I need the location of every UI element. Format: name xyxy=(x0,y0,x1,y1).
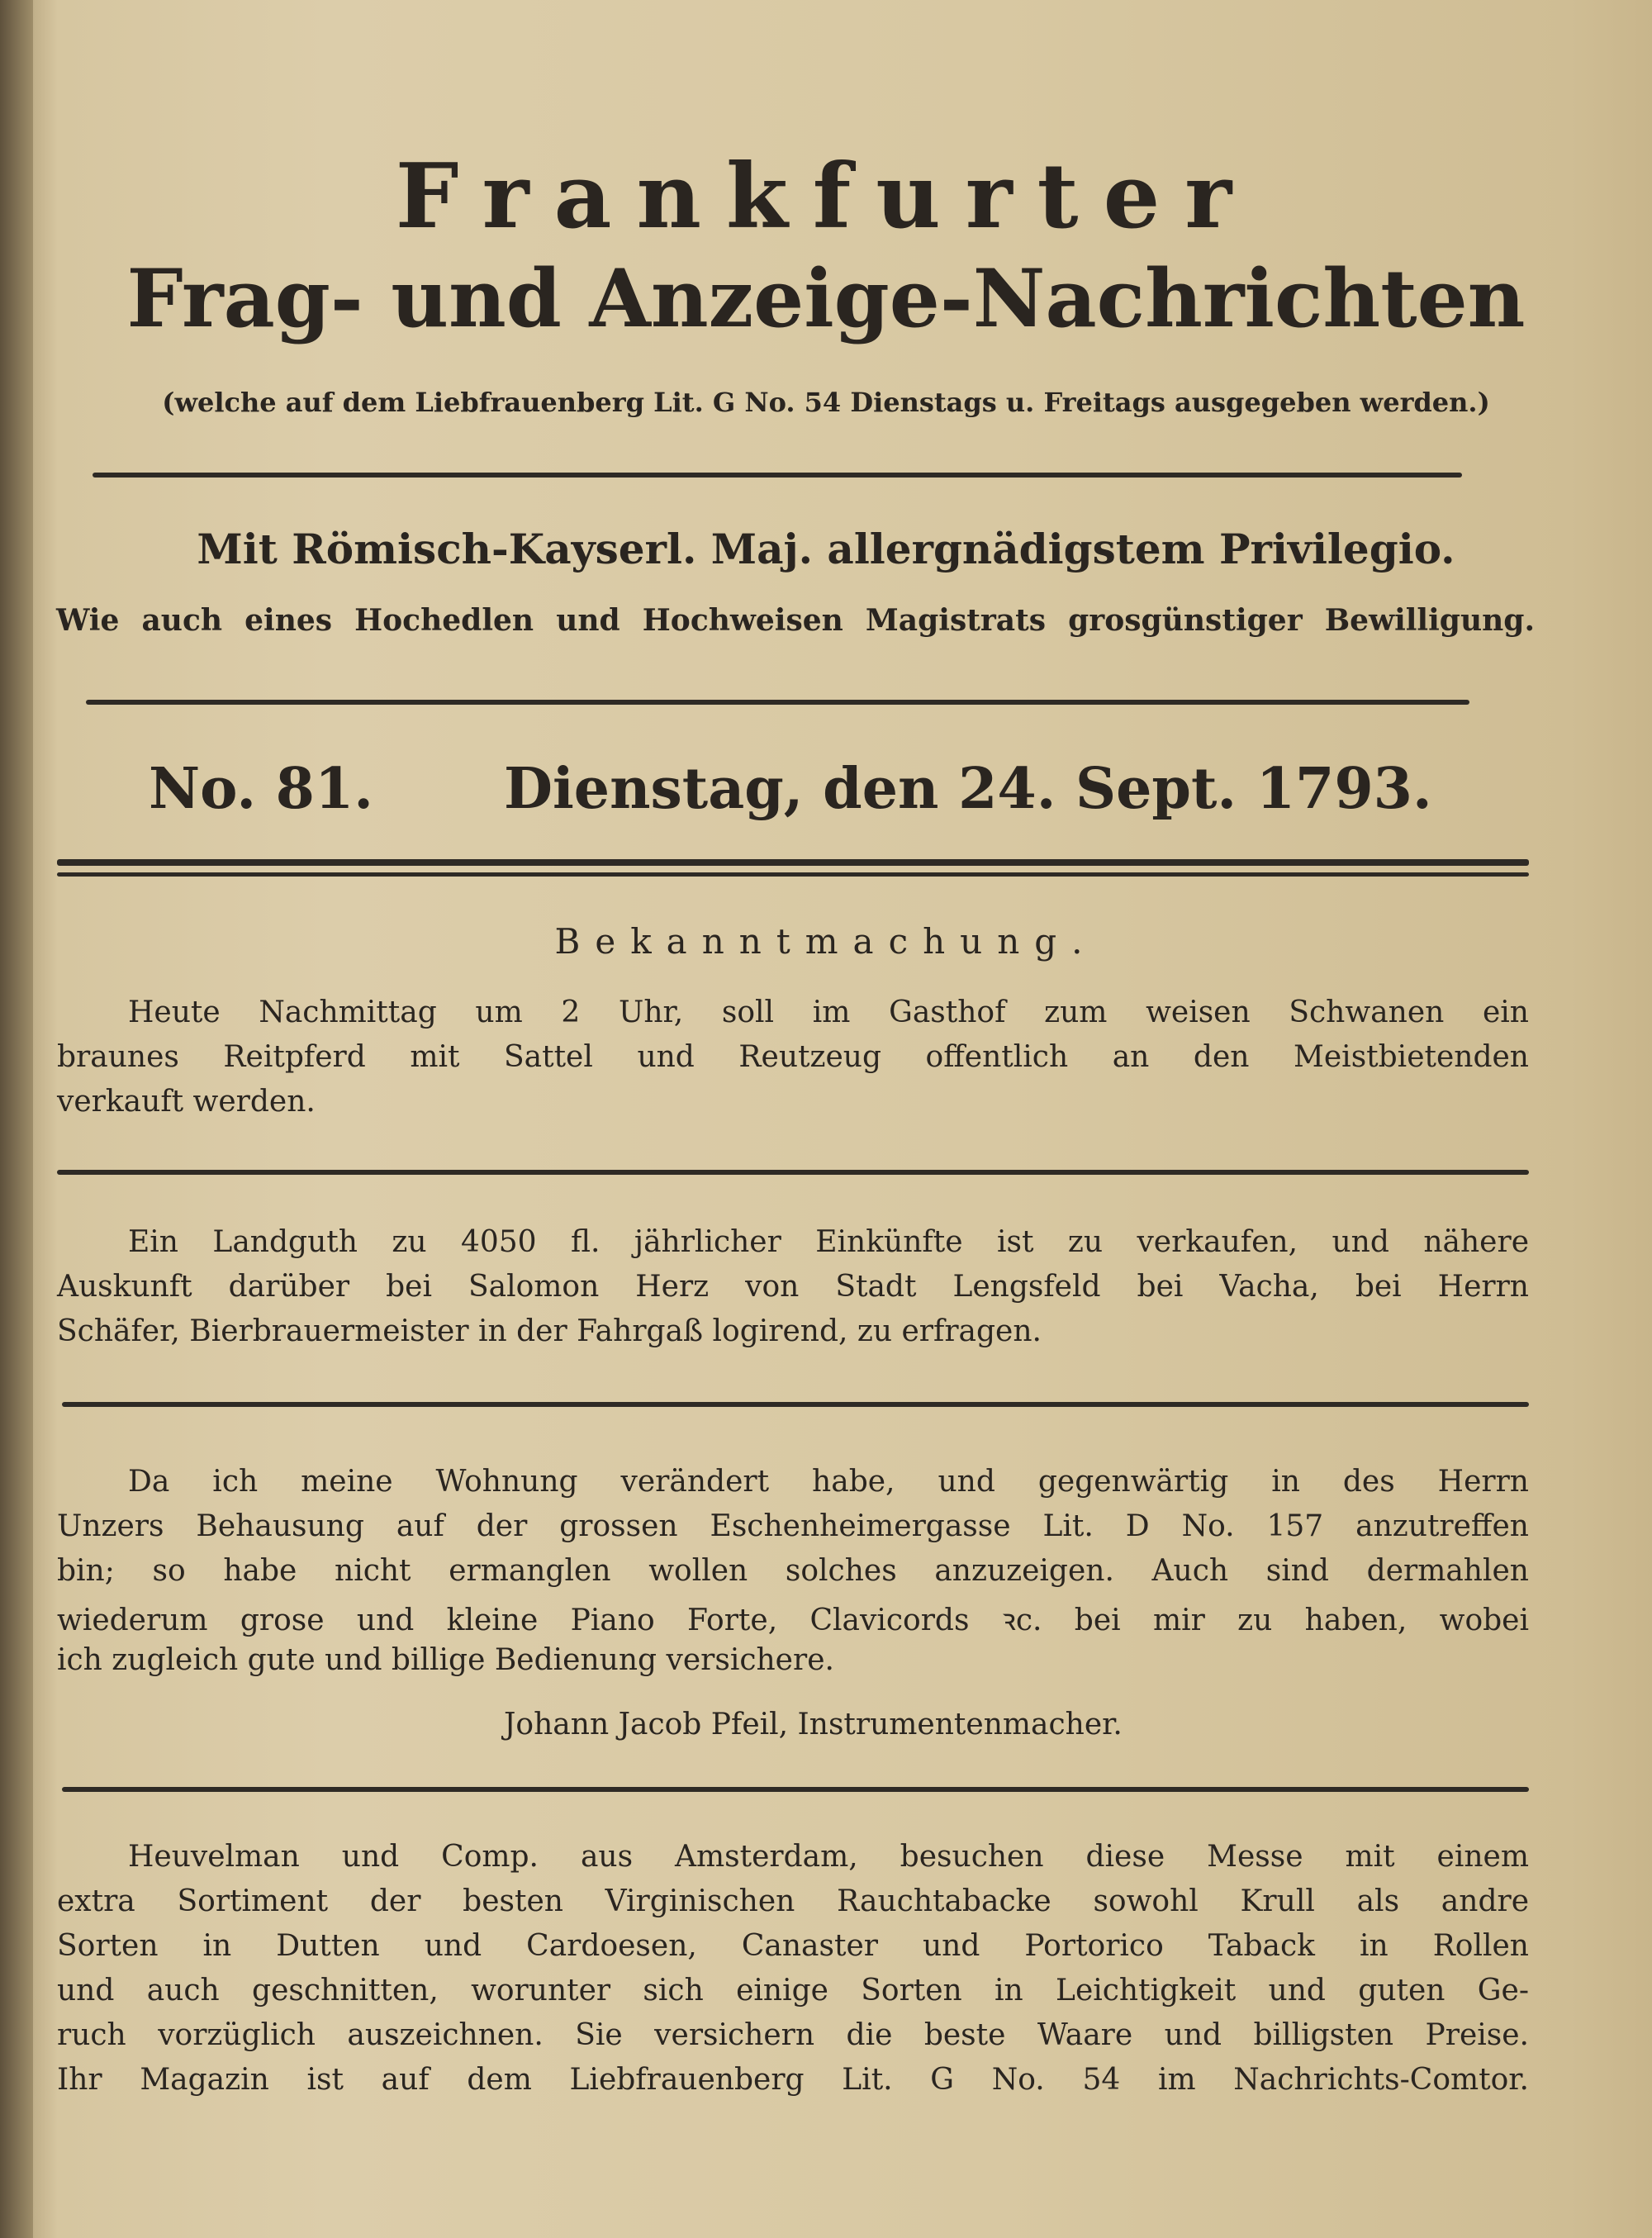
notice-line: Da ich meine Wohnung verändert habe, und gegenwärtig in des Herrn xyxy=(128,1465,1529,1499)
issue-number: No. 81. xyxy=(149,756,373,822)
double-rule-bottom xyxy=(57,872,1529,877)
divider xyxy=(62,1787,1529,1792)
divider xyxy=(57,1170,1529,1175)
signature: Johann Jacob Pfeil, Instrumentenmacher. xyxy=(504,1708,1123,1741)
notice-line: Ein Landguth zu 4050 fl. jährlicher Einkünfte ist zu verkaufen, und nähere xyxy=(128,1225,1529,1259)
double-rule-top xyxy=(57,859,1529,866)
masthead-title-line1: Frankfurter xyxy=(395,145,1257,249)
notice-line: ich zugleich gute und billige Bedienung versichere. xyxy=(57,1643,834,1677)
notice-line: Heute Nachmittag um 2 Uhr, soll im Gasthof zum weisen Schwanen ein xyxy=(128,995,1529,1029)
notice-line: Ihr Magazin ist auf dem Liebfrauenberg Lit. G No. 54 im Nachrichts-Comtor. xyxy=(57,2063,1529,2097)
notice-line: ruch vorzüglich auszeichnen. Sie versichern die beste Waare und billigsten Preise. xyxy=(57,2018,1529,2052)
notice-line: Heuvelman und Comp. aus Amsterdam, besuchen diese Messe mit einem xyxy=(128,1840,1529,1874)
notice-line: Sorten in Dutten und Cardoesen, Canaster und Portorico Taback in Rollen xyxy=(57,1929,1529,1963)
notice-line: bin; so habe nicht ermanglen wollen solches anzuzeigen. Auch sind dermahlen xyxy=(57,1554,1529,1588)
masthead-title-line2: Frag- und Anzeige-Nachrichten xyxy=(126,252,1526,345)
issue-date: Dienstag, den 24. Sept. 1793. xyxy=(504,756,1432,822)
privilege-line: Mit Römisch-Kayserl. Maj. allergnädigstem Privilegio. xyxy=(197,525,1455,573)
notice-line: verkauft werden. xyxy=(57,1085,316,1119)
notice-line: Unzers Behausung auf der grossen Eschenheimergasse Lit. D No. 157 anzutreffen xyxy=(57,1509,1529,1543)
notice-line: braunes Reitpferd mit Sattel und Reutzeug offentlich an den Meistbietenden xyxy=(57,1040,1529,1074)
notice-line: wiederum grose und kleine Piano Forte, Clavicords ꝛc. bei mir zu haben, wobei xyxy=(57,1604,1529,1637)
notice-heading: Bekanntmachung. xyxy=(554,921,1098,962)
notice-line: und auch geschnitten, worunter sich einige Sorten in Leichtigkeit und guten Ge- xyxy=(57,1974,1529,2008)
masthead-subtitle: (welche auf dem Liebfrauenberg Lit. G No. 54 Dienstags u. Freitags ausgegeben werden.) xyxy=(162,387,1490,418)
divider xyxy=(93,473,1462,478)
permission-line: Wie auch eines Hochedlen und Hochweisen Magistrats grosgünstiger Bewilligung. xyxy=(56,603,1535,638)
divider xyxy=(62,1402,1529,1407)
notice-line: Schäfer, Bierbrauermeister in der Fahrgaß logirend, zu erfragen. xyxy=(57,1314,1042,1348)
notice-line: Auskunft darüber bei Salomon Herz von Stadt Lengsfeld bei Vacha, bei Herrn xyxy=(57,1270,1529,1304)
notice-line: extra Sortiment der besten Virginischen Rauchtabacke sowohl Krull als andre xyxy=(57,1884,1529,1918)
divider xyxy=(86,700,1469,705)
